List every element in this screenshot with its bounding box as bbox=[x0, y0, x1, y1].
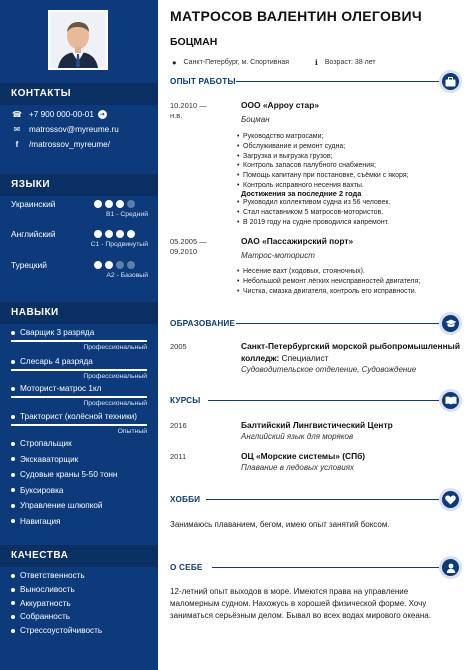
course-1-name: Балтийский Лингвистический Центр bbox=[241, 420, 393, 430]
duty-item: • Обслуживание и ремонт судна; bbox=[243, 143, 345, 150]
language-name: Английский bbox=[11, 229, 56, 239]
rating-dot bbox=[105, 230, 113, 238]
skill-name: Сварщик 3 разряда bbox=[20, 328, 95, 337]
achievement-item: • В 2019 году на судне проводился капремонт. bbox=[243, 219, 389, 226]
quality-name: Выносливость bbox=[20, 584, 75, 594]
quality-item bbox=[11, 571, 85, 580]
about-divider bbox=[212, 567, 441, 568]
location-text: Санкт-Петербург, м. Спортивная bbox=[183, 59, 290, 66]
bullet bbox=[11, 601, 15, 605]
age bbox=[315, 58, 376, 67]
bullet bbox=[11, 331, 15, 335]
quality-item bbox=[11, 599, 71, 608]
bullet bbox=[11, 387, 15, 391]
duty-item: • Загрузка и выгрузка грузов; bbox=[243, 153, 333, 160]
skill-bar bbox=[11, 369, 147, 371]
duty-item: • Небольшой ремонт лёгких неисправностей двигателя; bbox=[243, 278, 420, 285]
education-specialty: Специалист bbox=[281, 353, 329, 363]
bullet bbox=[11, 415, 15, 419]
course-2-year: 2011 bbox=[170, 452, 187, 461]
rating-dot bbox=[127, 200, 135, 208]
bullet bbox=[11, 519, 15, 523]
job-1-role: Боцман bbox=[241, 115, 270, 124]
skill-name: Тракторист (колёсной техники) bbox=[20, 412, 138, 421]
achievement-item: • Стал наставником 5 матросов-мотористов. bbox=[243, 209, 383, 216]
skill-name: Моторист-матрос 1кл bbox=[20, 384, 102, 393]
full-name: МАТРОСОВ ВАЛЕНТИН ОЛЕГОВИЧ bbox=[170, 8, 423, 24]
bullet bbox=[11, 629, 15, 633]
duty-item: • Помощь капитану при постановке, съёмки с якоря; bbox=[243, 172, 409, 179]
skill-name: Судовые краны 5-50 тонн bbox=[20, 470, 118, 479]
duty-item: • Руководство матросами; bbox=[243, 133, 323, 140]
quality-name: Ответственность bbox=[20, 571, 85, 580]
language-level: В1 - Средний bbox=[106, 211, 148, 218]
skill-name: Буксировка bbox=[20, 485, 64, 495]
skill-item bbox=[11, 517, 60, 526]
rating-dot bbox=[105, 261, 113, 269]
rating-dot bbox=[127, 230, 135, 238]
education-divider bbox=[236, 323, 441, 324]
bullet bbox=[11, 615, 15, 619]
skill-bar bbox=[11, 340, 147, 342]
language-name: Турецкий bbox=[11, 260, 47, 270]
quality-name: Стрессоустойчивость bbox=[20, 626, 103, 636]
rating-dot bbox=[127, 261, 135, 269]
skill-level: Опытный bbox=[117, 428, 147, 435]
quality-item bbox=[11, 585, 75, 594]
education-department: Судоводительское отделение, Судовождение bbox=[241, 365, 417, 374]
job-1-company: ООО «Арроу стар» bbox=[241, 100, 319, 110]
achievement-item: • Руководил коллективом судна из 56 человек. bbox=[243, 199, 390, 206]
quality-item bbox=[11, 612, 70, 621]
qualities-heading: КАЧЕСТВА bbox=[0, 545, 158, 567]
rating-dot bbox=[105, 200, 113, 208]
age-text: Возраст: 38 лет bbox=[324, 59, 376, 66]
quality-item bbox=[11, 626, 102, 635]
info-icon: ℹ bbox=[315, 58, 318, 67]
skill-item bbox=[11, 501, 103, 510]
skill-level: Профессиональный bbox=[83, 344, 147, 351]
hobby-divider bbox=[206, 499, 441, 500]
language-rating bbox=[94, 261, 135, 269]
skill-name: Управление шлюпкой bbox=[20, 501, 103, 510]
rating-dot bbox=[116, 230, 124, 238]
education-heading: ОБРАЗОВАНИЕ bbox=[170, 319, 236, 328]
bullet bbox=[11, 442, 15, 446]
language-level: С1 - Продвинутый bbox=[90, 241, 148, 248]
heart-icon bbox=[439, 488, 462, 511]
rating-dot bbox=[94, 200, 102, 208]
skill-name: Стропальщик bbox=[20, 439, 72, 448]
course-2-desc: Плавание в ледовых условиях bbox=[241, 463, 355, 472]
skill-item bbox=[11, 470, 117, 479]
graduation-cap-icon bbox=[439, 312, 462, 335]
phone-icon: ☎ bbox=[12, 110, 22, 119]
bullet bbox=[11, 488, 15, 492]
skill-bar bbox=[11, 396, 147, 398]
bullet bbox=[11, 360, 15, 364]
languages-heading: ЯЗЫКИ bbox=[0, 174, 158, 196]
rating-dot bbox=[94, 261, 102, 269]
phone-contact[interactable] bbox=[11, 110, 107, 119]
contacts-heading: КОНТАКТЫ bbox=[0, 83, 158, 105]
bullet bbox=[11, 588, 15, 592]
course-1-year: 2016 bbox=[170, 421, 187, 430]
email-icon: ✉ bbox=[13, 125, 21, 134]
duty-item: • Несение вахт (ходовых, стояночных). bbox=[243, 268, 365, 275]
hobby-text: Занимаюсь плаванием, бегом, имею опыт занятий боксом. bbox=[170, 520, 390, 529]
job-2-company: ОАО «Пассажирский порт» bbox=[241, 236, 354, 246]
education-year: 2005 bbox=[170, 342, 187, 351]
rating-dot bbox=[94, 230, 102, 238]
sidebar bbox=[0, 0, 158, 670]
location-pin-icon: ● bbox=[172, 58, 177, 67]
person-icon bbox=[439, 556, 462, 579]
courses-divider bbox=[208, 400, 441, 401]
language-rating bbox=[94, 200, 135, 208]
quality-name: Собранность bbox=[20, 612, 70, 622]
facebook-icon: f bbox=[15, 140, 19, 149]
about-heading: О СЕБЕ bbox=[170, 563, 203, 572]
job-2-role: Матрос-моторист bbox=[241, 251, 315, 260]
bullet bbox=[11, 504, 15, 508]
skills-heading: НАВЫКИ bbox=[0, 302, 158, 324]
quality-name: Аккуратность bbox=[20, 598, 71, 608]
experience-heading: ОПЫТ РАБОТЫ bbox=[170, 77, 236, 86]
avatar bbox=[48, 10, 108, 70]
job-2-dates: 05.2005 — 09.2010 bbox=[170, 237, 207, 256]
book-icon bbox=[439, 389, 462, 412]
job-position: БОЦМАН bbox=[170, 36, 218, 48]
skill-item bbox=[11, 455, 78, 464]
about-text: 12-летний опыт выходов в море. Имеются права на управление маломерным судном. Нахожусь в хорошей физической форме. Хочу заниматься серьёзным делом. Бывал во всех водах мирового океана. bbox=[170, 587, 431, 620]
education-institution: Санкт-Петербургский морской рыбопромышленный bbox=[241, 341, 460, 351]
location bbox=[172, 58, 289, 67]
courses-heading: КУРСЫ bbox=[170, 396, 201, 405]
skill-item bbox=[11, 384, 149, 393]
skill-item bbox=[11, 328, 149, 337]
email-text: matrossov@myreume.ru bbox=[29, 125, 119, 134]
skill-name: Навигация bbox=[20, 516, 61, 526]
hobby-heading: ХОББИ bbox=[170, 495, 201, 504]
bullet bbox=[11, 574, 15, 578]
briefcase-icon bbox=[439, 70, 462, 93]
rating-dot bbox=[116, 200, 124, 208]
facebook-text: /matrossov_myreume/ bbox=[29, 140, 110, 149]
email-contact[interactable] bbox=[11, 125, 119, 134]
rating-dot bbox=[116, 261, 124, 269]
skill-item bbox=[11, 412, 149, 421]
facebook-contact[interactable] bbox=[11, 140, 110, 149]
job-1-achievements-title: Достижения за последние 2 года bbox=[241, 189, 362, 198]
language-rating bbox=[94, 230, 135, 238]
duty-item: • Контроль исправного несения вахты. bbox=[243, 182, 364, 189]
skill-level: Профессиональный bbox=[83, 400, 147, 407]
duty-item: • Контроль запасов палубного снабжения; bbox=[243, 162, 376, 169]
skill-item bbox=[11, 357, 149, 366]
bullet bbox=[11, 457, 15, 461]
course-2-name: ОЦ «Морские системы» (СПб) bbox=[241, 451, 366, 461]
bullet bbox=[11, 473, 15, 477]
phone-text: +7 900 000-00-01 bbox=[29, 110, 94, 119]
language-name: Украинский bbox=[11, 199, 56, 209]
language-level: А2 - Базовый bbox=[106, 272, 148, 279]
course-1-desc: Английский язык для моряков bbox=[241, 432, 354, 441]
skill-name: Слесарь 4 разряда bbox=[20, 357, 93, 366]
skill-item bbox=[11, 486, 63, 495]
skill-name: Экскаваторщик bbox=[20, 454, 79, 464]
arrow-circle-icon: ➜ bbox=[99, 112, 105, 118]
skill-level: Профессиональный bbox=[83, 373, 147, 380]
skill-bar bbox=[11, 424, 147, 426]
job-1-dates: 10.2010 — н.в. bbox=[170, 101, 207, 120]
skill-item bbox=[11, 439, 72, 448]
education-institution-line2: колледж: Специалист bbox=[241, 353, 329, 363]
experience-divider bbox=[236, 81, 441, 82]
duty-item: • Чистка, смазка двигателя, контроль его исправности. bbox=[243, 288, 417, 295]
